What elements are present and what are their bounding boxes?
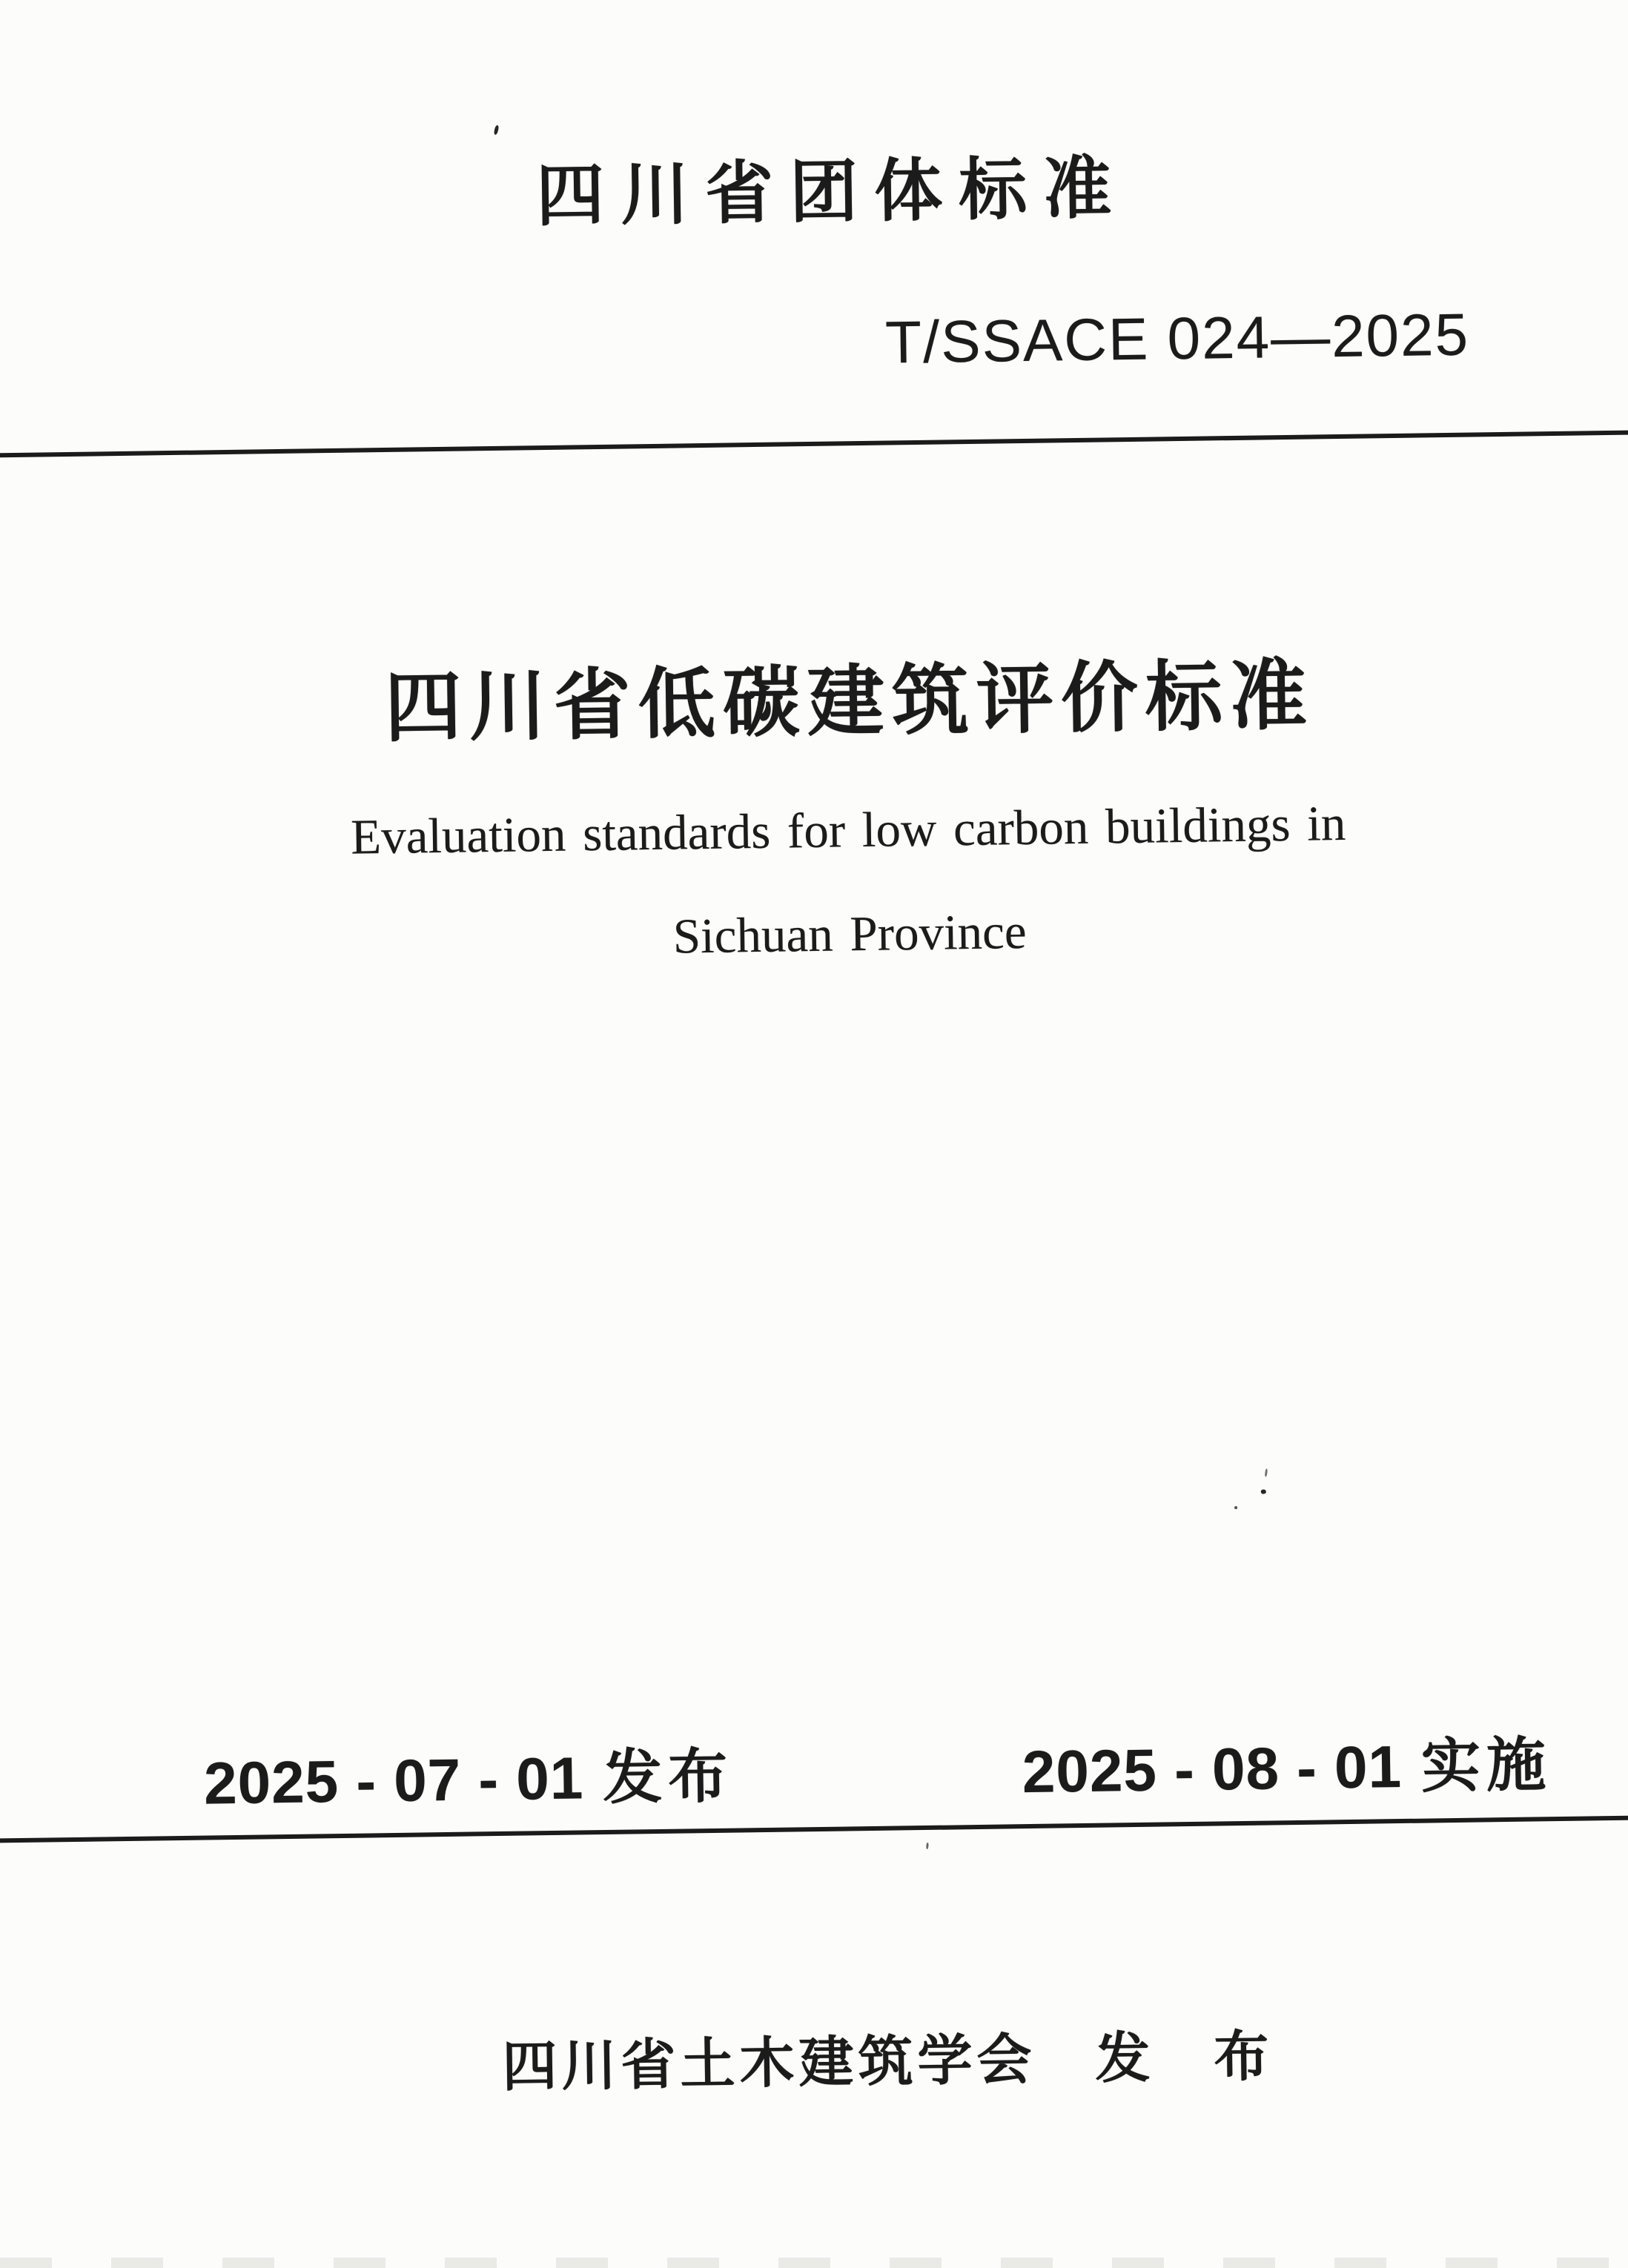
divider-top <box>0 430 1628 457</box>
scan-artifact <box>1265 1468 1268 1476</box>
document-title-en-line2: Sichuan Province <box>672 903 1028 964</box>
implement-date: 2025 - 08 - 01 <box>1022 1734 1403 1806</box>
scan-artifact <box>494 125 500 135</box>
series-label: 四川省团体标准 <box>535 150 1128 235</box>
scan-edge-noise <box>0 2258 1628 2268</box>
scan-artifact <box>1234 1506 1237 1509</box>
scan-artifact <box>1261 1490 1266 1494</box>
issue-date-block <box>203 1743 734 1817</box>
divider-bottom <box>0 1815 1628 1843</box>
standard-number: T/SSACE 024—2025 <box>884 301 1470 376</box>
document-title-zh: 四川省低碳建筑评价标准 <box>384 652 1315 752</box>
implement-date-block <box>1022 1731 1552 1806</box>
issue-date: 2025 - 07 - 01 <box>203 1745 584 1817</box>
scan-artifact <box>926 1843 929 1849</box>
issue-label: 发布 <box>602 1743 734 1811</box>
dates-row <box>203 1731 1552 1817</box>
publisher-line: 四川省土木建筑学会 发 布 <box>501 2025 1274 2098</box>
implement-label: 实施 <box>1420 1731 1552 1800</box>
document-title-en-line1: Evaluation standards for low carbon buildings in <box>350 795 1346 865</box>
